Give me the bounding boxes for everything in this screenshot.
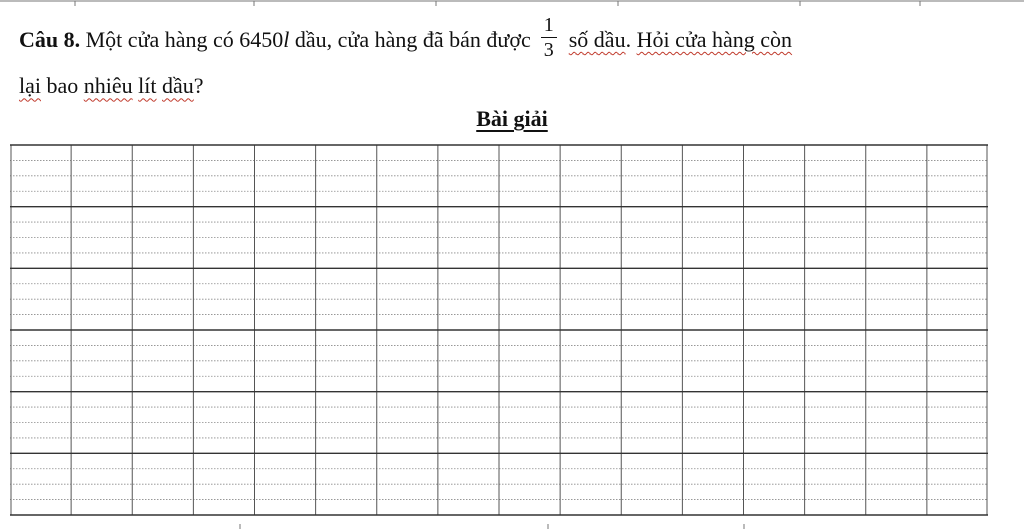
question-text-part: bao bbox=[41, 73, 84, 99]
liter-unit: l bbox=[283, 27, 290, 52]
question-text-part: nhiêu bbox=[83, 73, 133, 99]
question-text-part: lít bbox=[138, 73, 157, 99]
bottom-rule-ticks bbox=[0, 520, 1024, 529]
solution-title: Bài giải bbox=[476, 106, 548, 131]
writing-grid bbox=[10, 144, 988, 516]
fraction-one-third bbox=[541, 15, 557, 60]
question-line-2 bbox=[19, 64, 999, 108]
question-text-part: Một cửa hàng có 6450 bbox=[80, 27, 284, 52]
question-line-1 bbox=[19, 14, 999, 64]
question-text-part: ? bbox=[193, 73, 204, 99]
fraction-numerator: 1 bbox=[541, 15, 557, 38]
question-text-part: dầu, cửa hàng đã bán được bbox=[289, 27, 531, 52]
top-rule bbox=[0, 0, 1024, 8]
question-text bbox=[19, 14, 999, 108]
question-text-part: . bbox=[625, 27, 637, 52]
question-number: Câu 8. bbox=[19, 27, 81, 52]
question-text-part: Hỏi cửa hàng còn bbox=[636, 27, 793, 52]
question-text-part: số dầu bbox=[568, 27, 626, 52]
fraction-denominator: 3 bbox=[543, 39, 554, 62]
question-text-part: dầu bbox=[162, 73, 194, 99]
writing-grid-lines bbox=[10, 144, 988, 516]
question-text-part: lại bbox=[19, 73, 41, 99]
